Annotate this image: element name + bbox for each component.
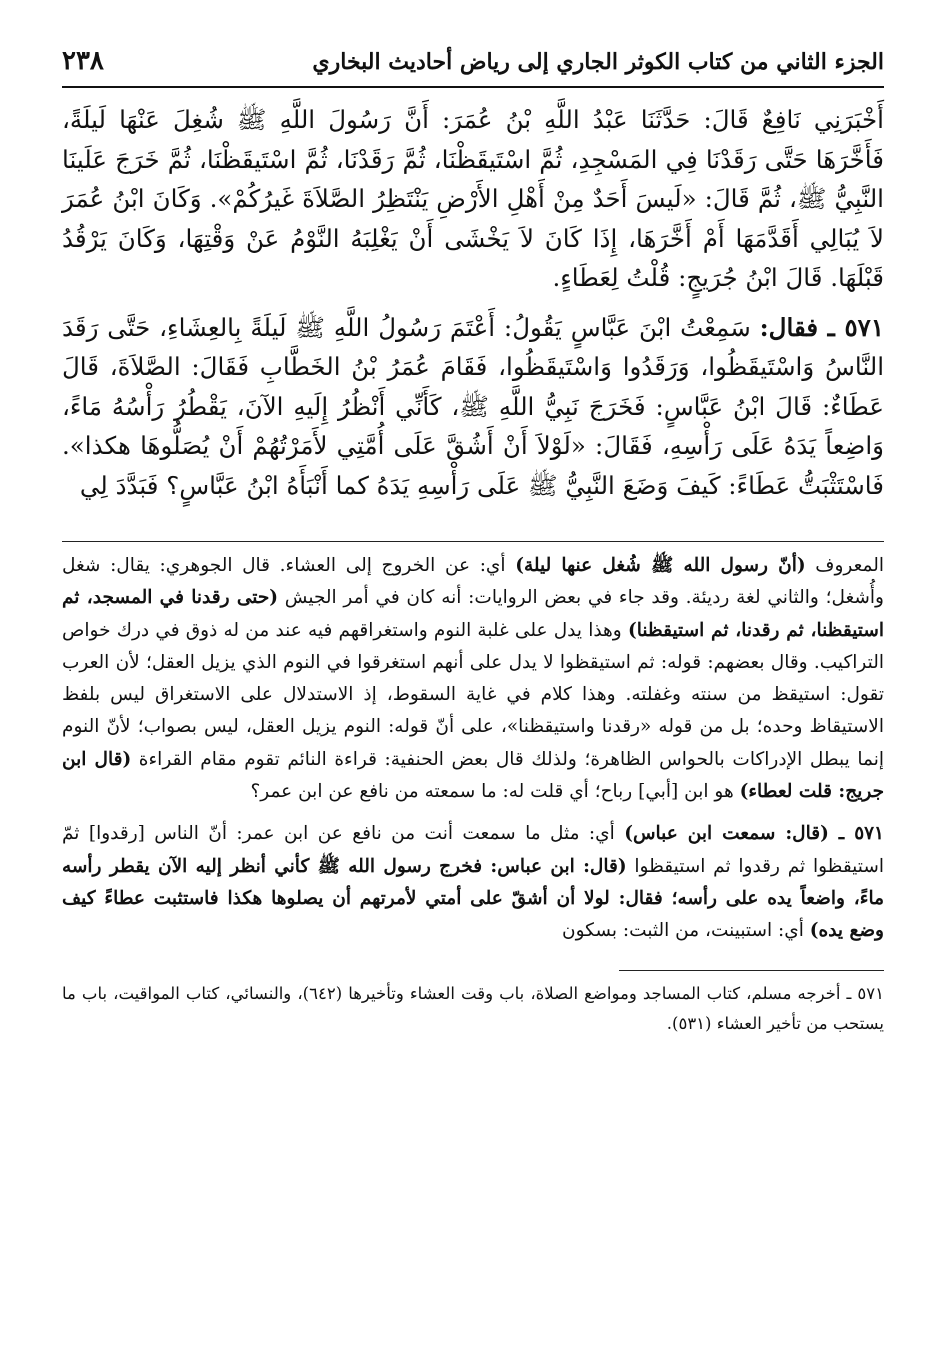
commentary-quote: (قال ابن جريج: قلت لعطاء) <box>62 748 884 803</box>
hadith-paragraph: أَخْبَرَنِي نَافِعٌ قَالَ: حَدَّثَنَا عَبْدُ اللَّهِ بْنُ عُمَرَ: أَنَّ رَسُولَ اللَّهِ ﷺ شُغِلَ عَنْهَا لَيلَةً، فَأَخَّرَهَا حَتَّى رَقَدْنَا فِي المَسْجِدِ، ثُمَّ اسْتَيقَظْنَا، ثُمَّ رَقَدْنَا، ثُمَّ اسْتَيقَظْنَا، ثُمَّ خَرَجَ عَلَينَا النَّبِيُّ ﷺ، ثُمَّ قَالَ: «لَيسَ أَحَدٌ مِنْ أَهْلِ الأَرْضِ يَنْتَظِرُ الصَّلاَةَ غَيرُكُمْ». وَكَانَ ابْنُ عُمَرَ لاَ يُبَالِي أَقَدَّمَهَا أَمْ أَخَّرَهَا، إِذَا كَانَ لاَ يَخْشَى أَنْ يَغْلِبَهُ النَّوْمُ عَنْ وَقْتِهَا، وَكَانَ يَرْقُدُ قَبْلَهَا. قَالَ ابْنُ جُرَيجٍ: قُلْتُ لِعَطَاءٍ. <box>62 105 884 292</box>
hadith-text <box>62 100 884 505</box>
commentary-text: أي: مثل ما سمعت أنت من نافع عن ابن عمر: أنّ الناس [رقدوا] ثمّ استيقظوا ثم رقدوا ثم استيقظوا <box>62 823 884 877</box>
hadith-number: ٥٧١ ـ فقال: <box>759 312 884 342</box>
footnote-divider <box>619 970 884 971</box>
section-divider <box>62 541 884 542</box>
commentary-text: هو ابن [أبي] رباح؛ أي قلت له: ما سمعته من نافع عن ابن عمر؟ <box>250 781 740 803</box>
hadith-body: سَمِعْتُ ابْنَ عَبَّاسٍ يَقُولُ: أَعْتَمَ رَسُولُ اللَّهِ ﷺ لَيلَةً بِالعِشَاءِ، حَتَّى رَقَدَ النَّاسُ وَاسْتَيقَظُوا، وَرَقَدُوا وَاسْتَيقَظُوا، فَقَامَ عُمَرُ بْنُ الخَطَّابِ فَقَالَ: الصَّلاَةَ، قَالَ عَطَاءٌ: قَالَ ابْنُ عَبَّاسٍ: فَخَرَجَ نَبِيُّ اللَّهِ ﷺ، كَأَنِّي أَنْظُرُ إِلَيهِ الآنَ، يَقْطُرُ رَأْسُهُ مَاءً، وَاضِعاً يَدَهُ عَلَى رَأْسِهِ، فَقَالَ: «لَوْلاَ أَنْ أَشُقَّ عَلَى أُمَّتِي لأَمَرْتُهُمْ أَنْ يُصَلُّوهَا هكذا». فَاسْتَثْبَتُّ عَطَاءً: كَيفَ وَضَعَ النَّبِيُّ ﷺ عَلَى رَأْسِهِ يَدَهُ كما أَنْبَأَهُ ابْنُ عَبَّاسٍ؟ فَبَدَّدَ لِي <box>62 312 884 500</box>
page-header <box>62 46 884 88</box>
book-title: الجزء الثاني من كتاب الكوثر الجاري إلى رياض أحاديث البخاري <box>312 49 884 75</box>
commentary <box>62 550 884 948</box>
commentary-text: المعروف <box>805 555 884 576</box>
commentary-quote: (قال: ابن عباس: فخرج رسول الله ﷺ كأني أنظر إليه الآن يقطر رأسه ماءً، واضعاً يده على رأسه؛ فقال: لولا أن أشقّ على أمتي لأمرتهم أن يصلوها هكذا فاستثبت عطاءً كيف وضع يده) <box>62 855 884 942</box>
page <box>62 46 884 1039</box>
commentary-text: وهذا يدل على غلبة النوم واستغراقهم فيه عند من له ذوق في درك خواص التراكيب. وقال بعضهم: قوله: ثم استيقظوا لا يدل على أنهم استغرقوا في النوم الذي يزيل العقل؛ لأن العرب تقول: استيقظ من سنته وغفلته. وهذا كلام في غاية السقوط، إذ الاستدلال على الاستغراق ليس بلفظ الاستيقاظ وحده؛ بل من قوله «رقدنا واستيقظنا»، على أنّ قوله: النوم يزيل العقل، ليس بصواب؛ لأنّ النوم إنما يبطل الإدراكات بالحواس الظاهرة؛ ولذلك قال بعض الحنفية: قراءة النائم تقوم مقام القراءة <box>62 619 884 770</box>
footnote-text: ٥٧١ ـ أخرجه مسلم، كتاب المساجد ومواضع الصلاة، باب وقت العشاء وتأخيرها (٦٤٢)، والنسائي، كتاب المواقيت، باب ما يستحب من تأخير العشاء (٥٣١). <box>62 983 885 1033</box>
page-number: ٢٣٨ <box>62 46 104 76</box>
commentary-text: أي: استبينت، من الثبت: بسكون <box>562 920 810 942</box>
footnote <box>62 979 884 1039</box>
hadith-paragraph <box>62 308 884 506</box>
commentary-quote: ٥٧١ ـ (قال: سمعت ابن عباس) <box>624 823 884 845</box>
commentary-quote: (أنّ رسول الله ﷺ شُغل عنها ليلة) <box>515 555 806 576</box>
commentary-quote: (حتى رقدنا في المسجد، ثم استيقظنا، ثم رقدنا، ثم استيقظنا) <box>62 587 885 641</box>
commentary-text: أي: عن الخروج إلى العشاء. قال الجوهري: يقال: شغل وأُشغل؛ والثاني لغة رديئة. وقد جاء في بعض الروايات: أنه كان في أمر الجيش <box>62 555 884 609</box>
commentary-paragraph <box>62 818 884 947</box>
commentary-paragraph <box>62 550 884 808</box>
